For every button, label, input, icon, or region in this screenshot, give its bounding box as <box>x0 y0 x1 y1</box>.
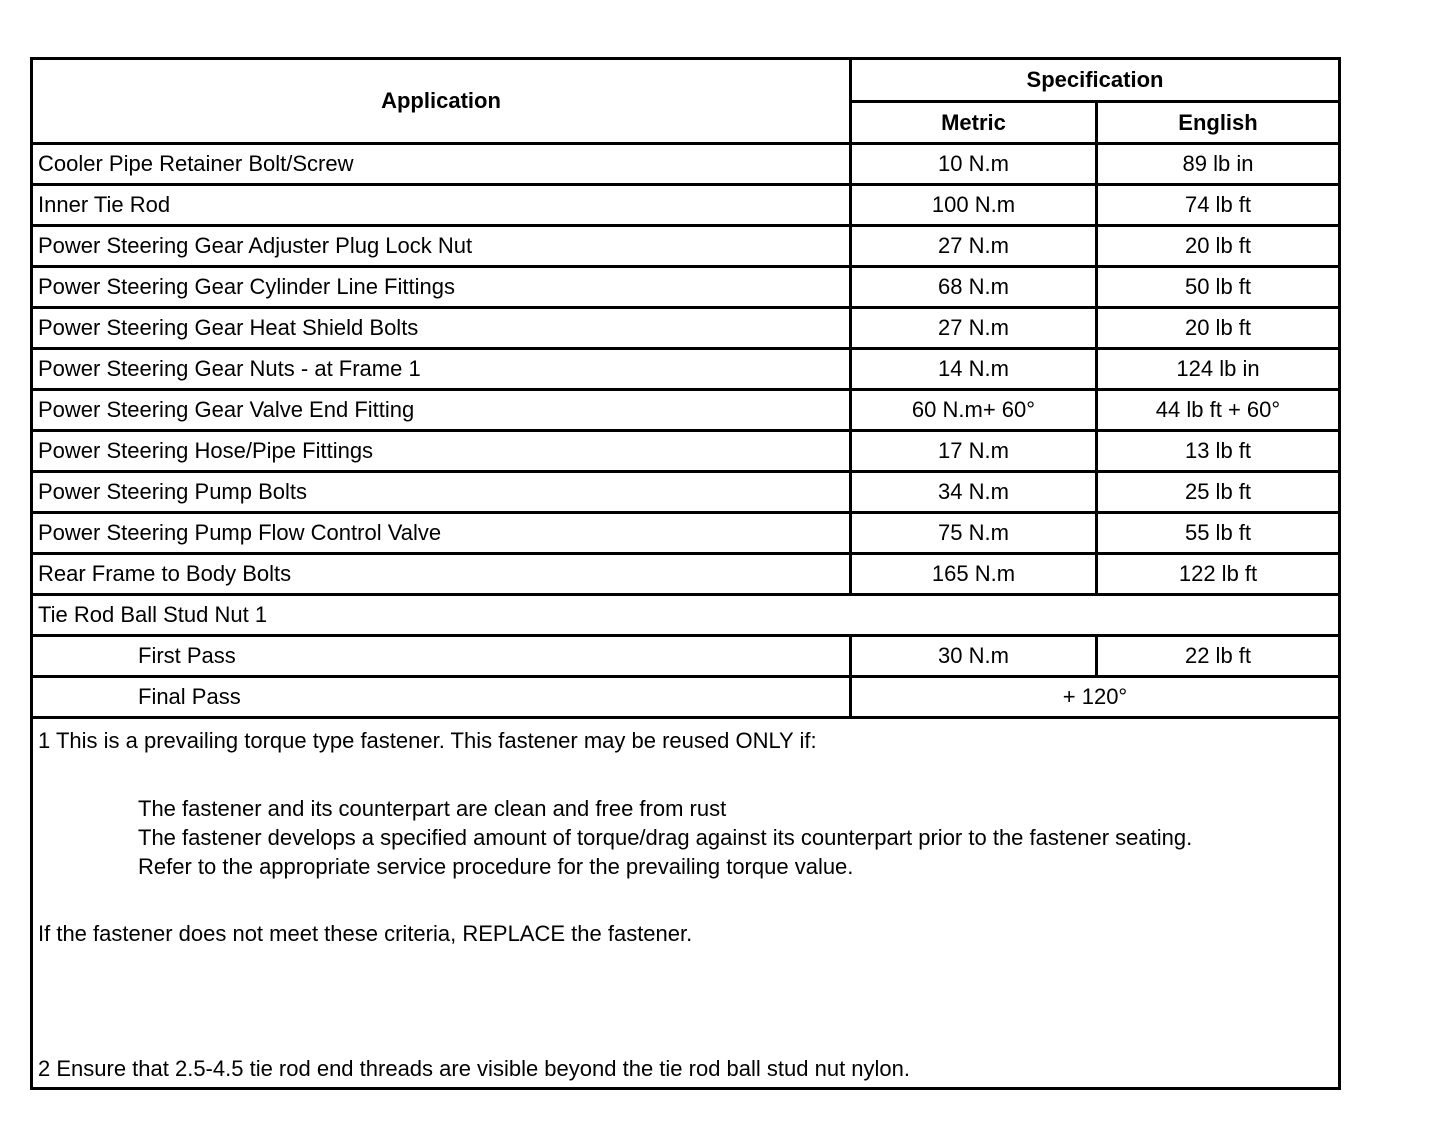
row-english: 20 lb ft <box>1184 233 1252 258</box>
row-metric: 14 N.m <box>938 356 1009 381</box>
first-pass-english: 22 lb ft <box>1184 643 1252 668</box>
row-application: Power Steering Gear Nuts - at Frame 1 <box>38 356 421 381</box>
row-english: 13 lb ft <box>1184 438 1252 463</box>
note-1-item: The fastener develops a specified amount of torque/drag against its counterpart prior to the fastener seating. <box>138 825 1193 850</box>
row-application: Cooler Pipe Retainer Bolt/Screw <box>38 151 354 176</box>
row-metric: 27 N.m <box>938 233 1009 258</box>
column-divider <box>1095 634 1098 675</box>
divider <box>33 306 1338 309</box>
divider <box>33 634 1338 637</box>
row-english: 25 lb ft <box>1184 479 1252 504</box>
final-pass-value: + 120° <box>1062 684 1128 709</box>
final-pass-label: Final Pass <box>138 684 241 709</box>
row-metric: 165 N.m <box>931 561 1016 586</box>
first-pass-metric: 30 N.m <box>938 643 1009 668</box>
divider <box>33 552 1338 555</box>
row-application: Rear Frame to Body Bolts <box>38 561 292 586</box>
divider <box>33 675 1338 678</box>
torque-specification-table <box>30 57 1341 1090</box>
row-english: 55 lb ft <box>1184 520 1252 545</box>
note-1-item: Refer to the appropriate service procedure for the prevailing torque value. <box>138 854 854 879</box>
header-metric: Metric <box>941 109 1006 135</box>
column-divider <box>1095 100 1098 593</box>
divider <box>33 265 1338 268</box>
row-application: Power Steering Gear Heat Shield Bolts <box>38 315 419 340</box>
row-english: 89 lb in <box>1182 151 1254 176</box>
divider <box>33 388 1338 391</box>
row-metric: 10 N.m <box>938 151 1009 176</box>
divider <box>33 716 1338 719</box>
divider <box>33 183 1338 186</box>
first-pass-label: First Pass <box>138 643 236 668</box>
divider <box>33 142 1338 145</box>
divider <box>33 511 1338 514</box>
row-metric: 34 N.m <box>938 479 1009 504</box>
tie-rod-title: Tie Rod Ball Stud Nut 1 <box>38 602 268 627</box>
row-metric: 75 N.m <box>938 520 1009 545</box>
row-application: Power Steering Pump Bolts <box>38 479 308 504</box>
row-english: 50 lb ft <box>1184 274 1252 299</box>
row-english: 124 lb in <box>1176 356 1260 381</box>
column-divider <box>849 60 852 593</box>
row-application: Power Steering Gear Cylinder Line Fittings <box>38 274 455 299</box>
note-1-replace: If the fastener does not meet these criteria, REPLACE the fastener. <box>38 921 693 946</box>
note-1-intro: 1 This is a prevailing torque type fastener. This fastener may be reused ONLY if: <box>38 728 817 753</box>
header-english: English <box>1178 109 1258 135</box>
divider <box>33 593 1338 596</box>
divider <box>33 470 1338 473</box>
row-application: Inner Tie Rod <box>38 192 171 217</box>
divider <box>33 224 1338 227</box>
row-application: Power Steering Gear Valve End Fitting <box>38 397 415 422</box>
column-divider <box>849 634 852 716</box>
row-application: Power Steering Gear Adjuster Plug Lock Nut <box>38 233 473 258</box>
row-application: Power Steering Hose/Pipe Fittings <box>38 438 374 463</box>
row-english: 122 lb ft <box>1178 561 1258 586</box>
row-application: Power Steering Pump Flow Control Valve <box>38 520 442 545</box>
row-metric: 100 N.m <box>931 192 1016 217</box>
header-application: Application <box>381 88 501 113</box>
divider <box>33 347 1338 350</box>
row-english: 44 lb ft + 60° <box>1155 397 1281 422</box>
row-metric: 60 N.m+ 60° <box>911 397 1036 422</box>
row-metric: 27 N.m <box>938 315 1009 340</box>
row-metric: 17 N.m <box>938 438 1009 463</box>
divider <box>849 100 1338 103</box>
divider <box>33 429 1338 432</box>
note-2: 2 Ensure that 2.5-4.5 tie rod end threads are visible beyond the tie rod ball stud nut nylon. <box>38 1056 910 1081</box>
header-specification: Specification <box>1026 67 1164 92</box>
note-1-item: The fastener and its counterpart are clean and free from rust <box>138 796 727 821</box>
row-metric: 68 N.m <box>938 274 1009 299</box>
row-english: 74 lb ft <box>1184 192 1252 217</box>
row-english: 20 lb ft <box>1184 315 1252 340</box>
